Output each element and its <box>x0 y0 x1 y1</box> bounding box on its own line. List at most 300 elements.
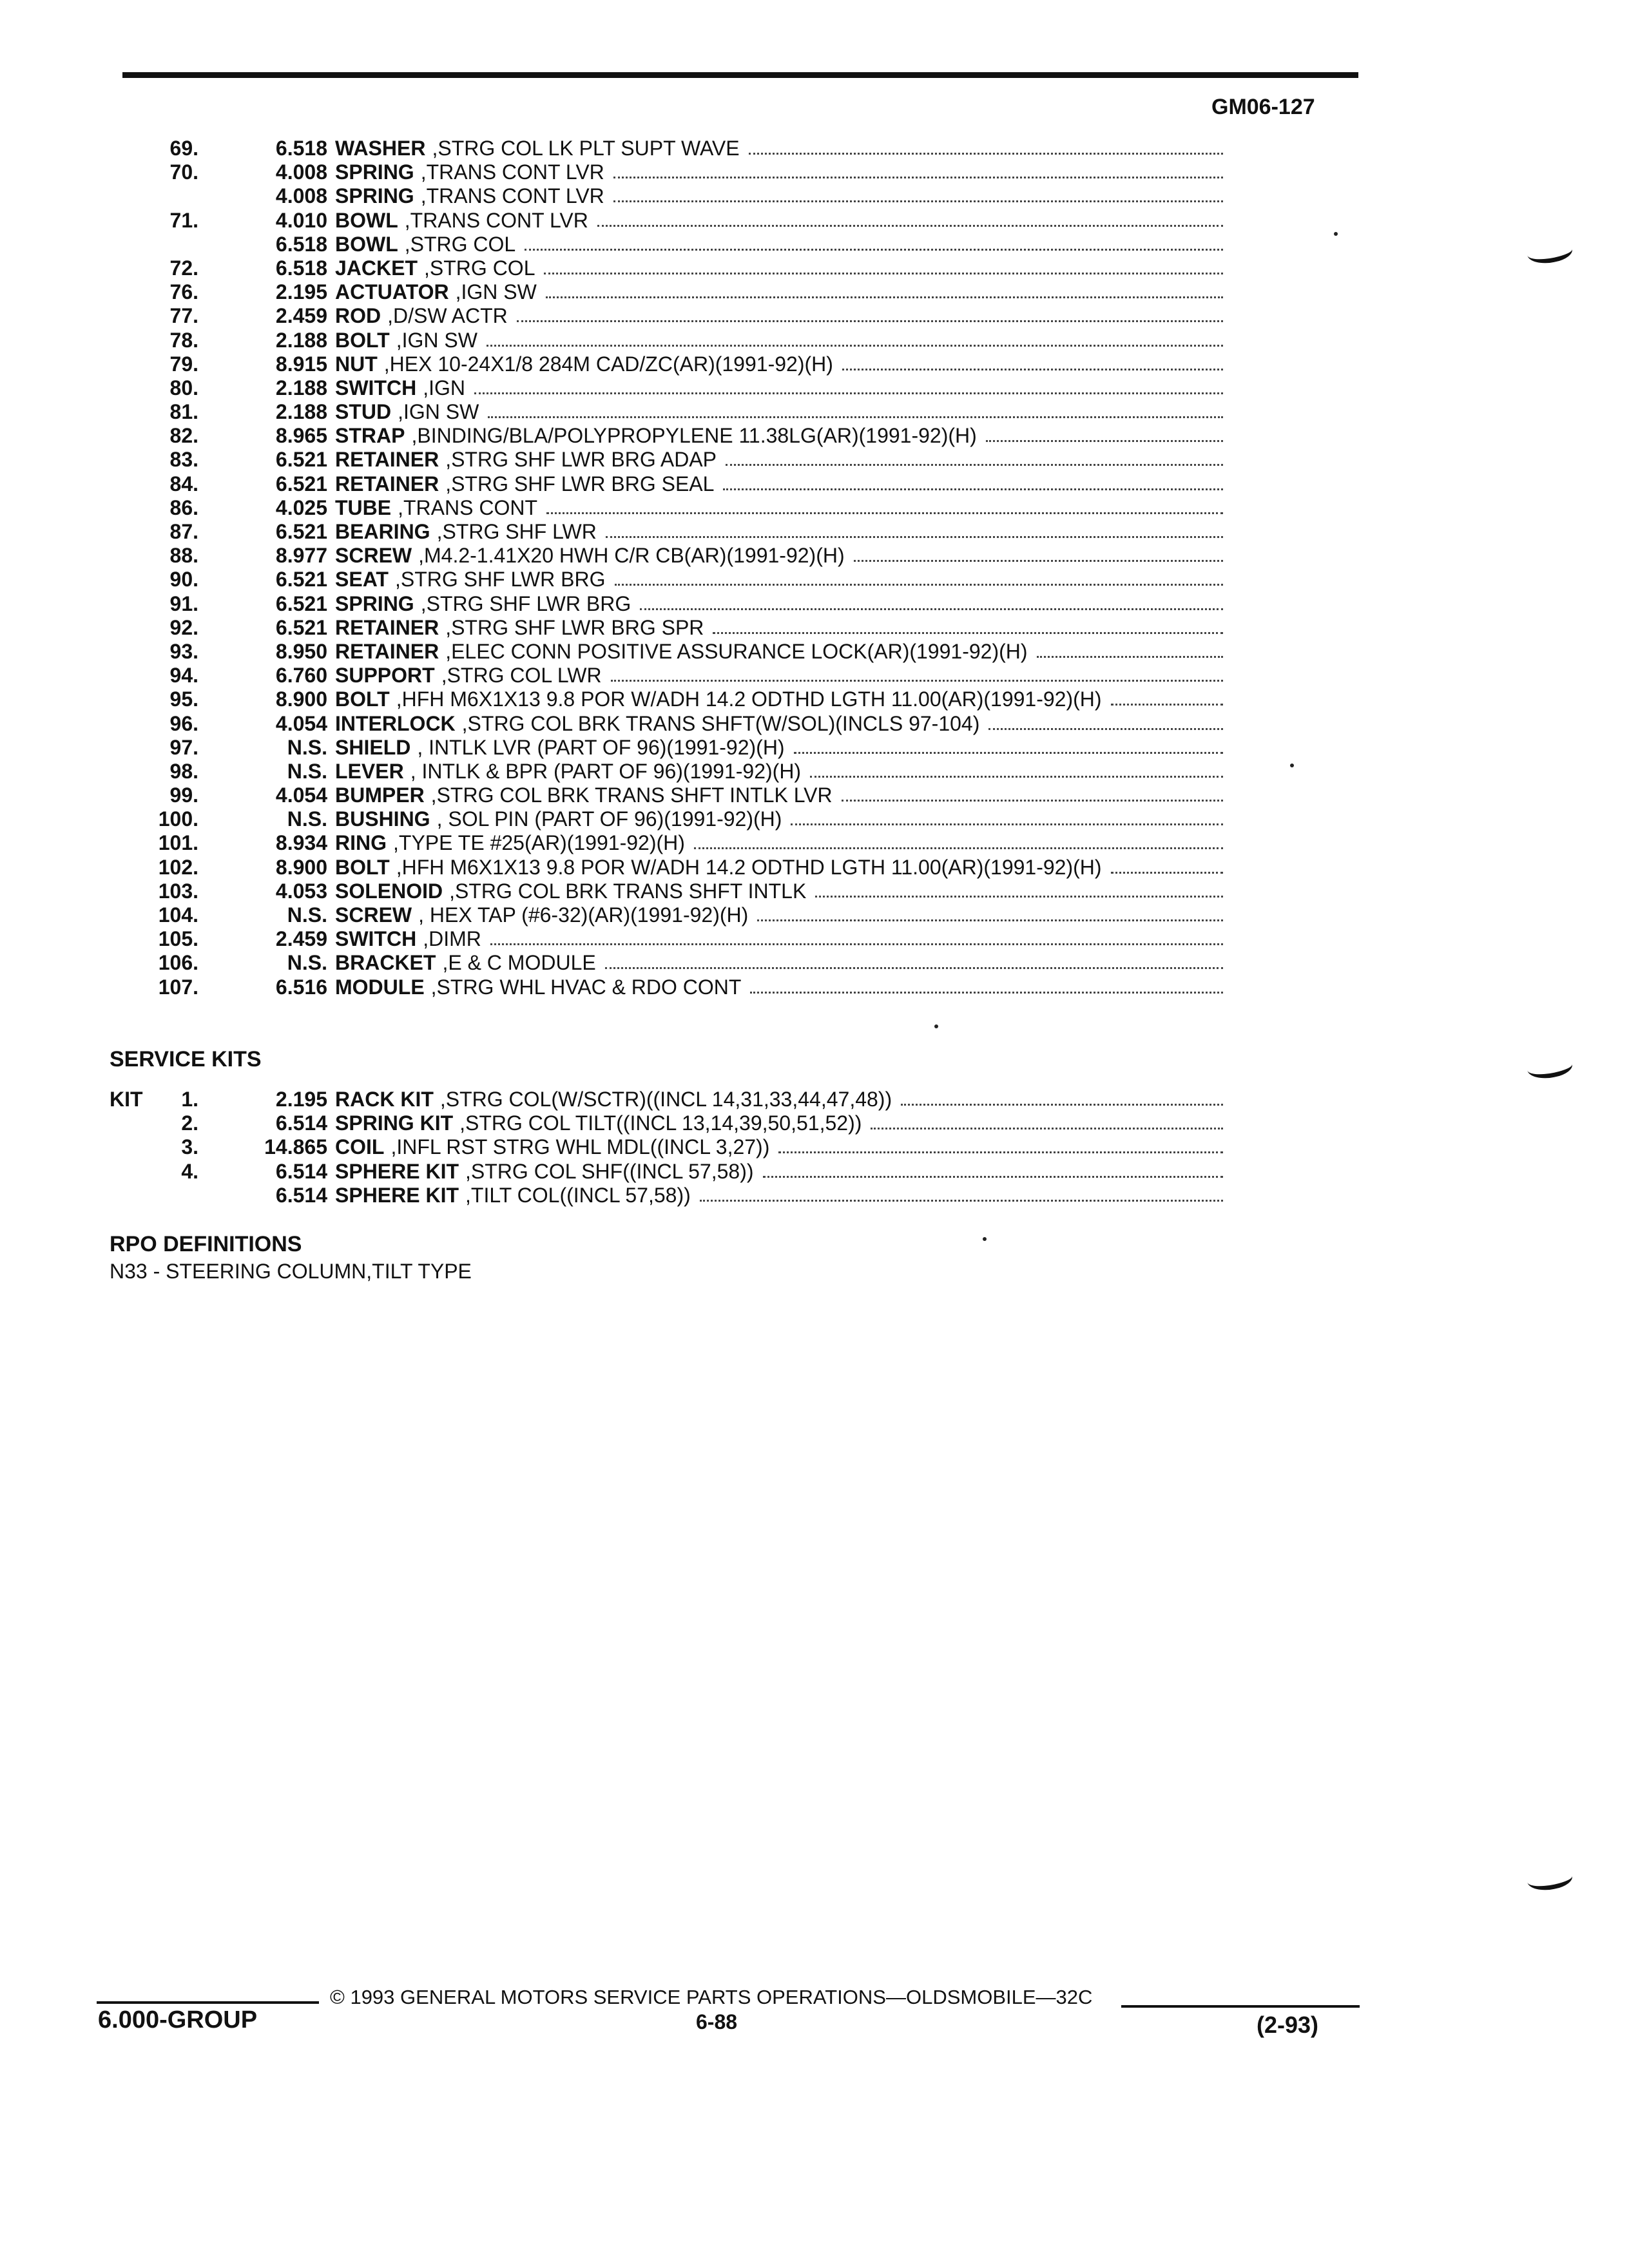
part-detail: ,IGN SW <box>398 400 479 424</box>
kit-row <box>0 1111 1629 1135</box>
part-description <box>335 879 1223 903</box>
part-row <box>0 903 1629 927</box>
part-detail: ,TYPE TE #25(AR)(1991-92)(H) <box>393 831 685 855</box>
dot-leader <box>778 1135 1223 1153</box>
part-row <box>0 496 1629 520</box>
part-name: SCREW <box>335 544 412 568</box>
parts-list <box>0 137 1629 999</box>
part-description <box>335 209 1223 233</box>
part-description <box>335 1111 1223 1135</box>
part-row <box>0 568 1629 591</box>
part-detail: ,IGN SW <box>396 328 477 352</box>
group-number: 6.514 <box>275 1183 327 1207</box>
part-row <box>0 280 1629 304</box>
group-number: 2.195 <box>275 280 327 304</box>
part-description <box>335 592 1223 616</box>
part-description <box>335 712 1223 736</box>
part-row <box>0 687 1629 711</box>
part-detail: ,STRG COL BRK TRANS SHFT(W/SOL)(INCLS 97-104) <box>461 711 980 735</box>
item-number: 102. <box>158 855 198 879</box>
dot-leader <box>750 975 1223 994</box>
part-row <box>0 927 1629 951</box>
item-number: 92. <box>169 615 198 639</box>
item-number: 78. <box>169 328 198 352</box>
part-row <box>0 783 1629 807</box>
item-number: 70. <box>169 160 198 184</box>
group-number: 4.008 <box>275 160 327 184</box>
part-description <box>335 352 1223 376</box>
part-name: RETAINER <box>335 639 439 663</box>
item-number: 81. <box>169 400 198 424</box>
part-row <box>0 592 1629 616</box>
dot-leader <box>810 760 1223 778</box>
dot-leader <box>544 256 1223 274</box>
part-detail: ,IGN <box>423 376 465 399</box>
part-row <box>0 520 1629 544</box>
part-detail: ,STRG COL BRK TRANS SHFT INTLK <box>449 879 807 903</box>
part-name: SWITCH <box>335 376 417 399</box>
part-description <box>335 856 1223 879</box>
part-detail: ,STRG SHF LWR <box>436 520 597 543</box>
kit-row <box>0 1135 1629 1159</box>
dot-leader <box>763 1160 1223 1178</box>
part-description <box>335 1135 1223 1159</box>
footer-rule-right <box>1121 2005 1360 2008</box>
item-number: 2. <box>181 1111 198 1135</box>
part-name: BOWL <box>335 208 398 232</box>
part-name: SUPPORT <box>335 664 435 687</box>
part-detail: ,TRANS CONT LVR <box>404 208 588 232</box>
group-number: 6.518 <box>275 256 327 280</box>
part-name: RING <box>335 831 387 855</box>
part-name: LEVER <box>335 759 404 783</box>
dot-leader <box>757 903 1223 921</box>
part-detail: ,STRG COL <box>424 256 535 280</box>
part-name: SPRING KIT <box>335 1111 454 1135</box>
part-name: SCREW <box>335 903 412 927</box>
group-number: 2.188 <box>275 400 327 424</box>
part-name: INTERLOCK <box>335 711 456 735</box>
part-detail: ,D/SW ACTR <box>387 304 508 328</box>
part-description <box>335 616 1223 640</box>
part-row <box>0 376 1629 400</box>
item-number: 80. <box>169 376 198 399</box>
group-number: 4.025 <box>275 495 327 519</box>
dot-leader <box>606 520 1223 538</box>
part-name: SEAT <box>335 568 389 591</box>
group-number: 6.516 <box>275 975 327 999</box>
part-detail: ,HEX 10-24X1/8 284M CAD/ZC(AR)(1991-92)(H) <box>383 352 833 376</box>
part-description <box>335 760 1223 783</box>
group-number: 2.188 <box>275 376 327 399</box>
part-description <box>335 304 1223 328</box>
item-number: 96. <box>169 711 198 735</box>
part-name: SPHERE KIT <box>335 1183 459 1207</box>
scan-speck <box>1290 764 1294 767</box>
part-name: SPHERE KIT <box>335 1159 459 1183</box>
part-detail: ,STRG COL TILT((INCL 13,14,39,50,51,52)) <box>459 1111 862 1135</box>
group-number: 2.459 <box>275 927 327 951</box>
part-description <box>335 184 1223 208</box>
part-description <box>335 137 1223 160</box>
part-row <box>0 424 1629 448</box>
group-number: 4.053 <box>275 879 327 903</box>
dot-leader <box>694 831 1223 849</box>
part-name: ROD <box>335 304 381 328</box>
dot-leader <box>605 951 1223 969</box>
item-number: 82. <box>169 424 198 448</box>
item-number: 90. <box>169 568 198 591</box>
part-description <box>335 448 1223 472</box>
item-number: 91. <box>169 591 198 615</box>
catalog-code: GM06-127 <box>1211 95 1315 119</box>
dot-leader <box>986 424 1223 442</box>
part-description <box>335 329 1223 352</box>
part-detail: ,INFL RST STRG WHL MDL((INCL 3,27)) <box>390 1135 770 1159</box>
part-row <box>0 879 1629 903</box>
item-number: 103. <box>158 879 198 903</box>
item-number: 76. <box>169 280 198 304</box>
part-description <box>335 520 1223 544</box>
part-row <box>0 400 1629 424</box>
dot-leader <box>794 736 1223 754</box>
group-number: 6.518 <box>275 137 327 160</box>
part-description <box>335 736 1223 760</box>
dot-leader <box>871 1111 1223 1129</box>
item-number: 88. <box>169 544 198 568</box>
group-number: N.S. <box>287 807 327 831</box>
part-description <box>335 687 1223 711</box>
item-number: 99. <box>169 783 198 807</box>
part-description <box>335 831 1223 855</box>
item-number: 77. <box>169 304 198 328</box>
part-detail: , HEX TAP (#6-32)(AR)(1991-92)(H) <box>418 903 749 927</box>
part-detail: ,STRG COL <box>404 232 516 256</box>
dot-leader <box>842 783 1223 802</box>
part-row <box>0 712 1629 736</box>
part-description <box>335 472 1223 496</box>
dot-leader <box>615 568 1224 586</box>
part-row <box>0 831 1629 855</box>
part-detail: ,HFH M6X1X13 9.8 POR W/ADH 14.2 ODTHD LGTH 11.00(AR)(1991-92)(H) <box>396 855 1102 879</box>
part-description <box>335 400 1223 424</box>
group-number: 6.514 <box>275 1159 327 1183</box>
group-number: N.S. <box>287 759 327 783</box>
part-description <box>335 496 1223 520</box>
group-number: 6.521 <box>275 472 327 495</box>
part-name: MODULE <box>335 975 425 999</box>
dot-leader <box>1111 856 1223 874</box>
item-number: 107. <box>158 975 198 999</box>
group-number: 8.900 <box>275 687 327 711</box>
dot-leader <box>1111 687 1223 706</box>
scan-speck <box>934 1024 938 1028</box>
dot-leader <box>842 352 1223 370</box>
group-number: 2.459 <box>275 304 327 328</box>
footer-date: (2-93) <box>1257 2012 1319 2038</box>
part-name: SWITCH <box>335 927 417 951</box>
part-detail: ,E & C MODULE <box>442 951 596 975</box>
part-name: STRAP <box>335 424 405 448</box>
group-number: 8.934 <box>275 831 327 855</box>
group-number: 4.054 <box>275 783 327 807</box>
part-description <box>335 1184 1223 1207</box>
part-name: BRACKET <box>335 951 436 975</box>
part-row <box>0 304 1629 328</box>
part-description <box>335 951 1223 975</box>
dot-leader <box>546 496 1223 514</box>
dot-leader <box>517 304 1223 322</box>
part-row <box>0 951 1629 975</box>
dot-leader <box>901 1088 1223 1106</box>
group-number: 8.977 <box>275 544 327 568</box>
part-detail: , INTLK & BPR (PART OF 96)(1991-92)(H) <box>410 759 802 783</box>
part-row <box>0 256 1629 280</box>
kit-row <box>0 1088 1629 1111</box>
group-number: 8.900 <box>275 855 327 879</box>
part-detail: ,DIMR <box>423 927 481 951</box>
part-detail: ,STRG SHF LWR BRG <box>420 591 631 615</box>
part-description <box>335 160 1223 184</box>
scan-speck <box>983 1237 987 1241</box>
item-number: 71. <box>169 208 198 232</box>
group-number: N.S. <box>287 903 327 927</box>
dot-leader <box>613 184 1223 202</box>
part-row <box>0 760 1629 783</box>
part-name: SOLENOID <box>335 879 443 903</box>
dot-leader <box>640 592 1223 610</box>
footer-copyright: © 1993 GENERAL MOTORS SERVICE PARTS OPERATIONS—OLDSMOBILE—32C <box>330 1986 1093 2008</box>
part-detail: ,TRANS CONT LVR <box>420 184 604 208</box>
scan-mark <box>1525 1052 1574 1082</box>
item-number: 86. <box>169 495 198 519</box>
part-detail: ,STRG COL BRK TRANS SHFT INTLK LVR <box>430 783 833 807</box>
part-description <box>335 1088 1223 1111</box>
part-name: RETAINER <box>335 448 439 472</box>
part-name: BUSHING <box>335 807 430 831</box>
part-detail: ,M4.2-1.41X20 HWH C/R CB(AR)(1991-92)(H) <box>418 544 845 568</box>
item-number: 104. <box>158 903 198 927</box>
group-number: 4.054 <box>275 711 327 735</box>
part-detail: ,STRG SHF LWR BRG SPR <box>445 615 704 639</box>
part-description <box>335 903 1223 927</box>
item-number: 84. <box>169 472 198 495</box>
dot-leader <box>611 664 1223 682</box>
item-number: 79. <box>169 352 198 376</box>
dot-leader <box>1037 640 1223 658</box>
part-detail: ,STRG SHF LWR BRG <box>394 568 606 591</box>
item-number: 83. <box>169 448 198 472</box>
part-row <box>0 640 1629 664</box>
part-description <box>335 256 1223 280</box>
part-detail: ,TILT COL((INCL 57,58)) <box>465 1183 691 1207</box>
part-name: RACK KIT <box>335 1088 434 1111</box>
part-description <box>335 544 1223 568</box>
item-number: 95. <box>169 687 198 711</box>
group-number: 8.915 <box>275 352 327 376</box>
part-row <box>0 160 1629 184</box>
group-number: 2.188 <box>275 328 327 352</box>
part-row <box>0 137 1629 160</box>
group-number: 6.521 <box>275 615 327 639</box>
group-number: 6.760 <box>275 664 327 687</box>
part-detail: ,STRG COL LK PLT SUPT WAVE <box>432 137 740 160</box>
part-detail: ,TRANS CONT LVR <box>420 160 604 184</box>
item-number: 93. <box>169 639 198 663</box>
scan-speck <box>1334 232 1338 236</box>
part-name: RETAINER <box>335 472 439 495</box>
group-number: N.S. <box>287 735 327 759</box>
dot-leader <box>749 137 1223 155</box>
part-description <box>335 640 1223 664</box>
part-description <box>335 376 1223 400</box>
item-number: 97. <box>169 735 198 759</box>
part-detail: ,STRG SHF LWR BRG ADAP <box>445 448 717 472</box>
part-row <box>0 975 1629 999</box>
dot-leader <box>723 472 1223 490</box>
part-name: BOWL <box>335 232 398 256</box>
item-number: 69. <box>169 137 198 160</box>
part-row <box>0 448 1629 472</box>
group-number: 6.514 <box>275 1111 327 1135</box>
part-name: SPRING <box>335 184 414 208</box>
part-name: NUT <box>335 352 378 376</box>
item-number: 105. <box>158 927 198 951</box>
part-detail: ,ELEC CONN POSITIVE ASSURANCE LOCK(AR)(1991-92)(H) <box>445 639 1028 663</box>
rpo-heading: RPO DEFINITIONS <box>110 1232 302 1256</box>
part-name: BEARING <box>335 520 430 543</box>
dot-leader <box>487 329 1223 347</box>
footer-group: 6.000-GROUP <box>98 2006 258 2033</box>
part-description <box>335 664 1223 687</box>
dot-leader <box>988 712 1223 730</box>
scan-mark <box>1525 1864 1574 1894</box>
part-name: SPRING <box>335 160 414 184</box>
part-description <box>335 927 1223 951</box>
part-detail: ,IGN SW <box>455 280 537 304</box>
part-description <box>335 1160 1223 1184</box>
part-name: BUMPER <box>335 783 425 807</box>
rpo-definition: N33 - STEERING COLUMN,TILT TYPE <box>110 1260 472 1283</box>
part-row <box>0 664 1629 687</box>
item-number: 87. <box>169 520 198 543</box>
part-detail: ,BINDING/BLA/POLYPROPYLENE 11.38LG(AR)(1991-92)(H) <box>411 424 977 448</box>
part-description <box>335 975 1223 999</box>
part-row <box>0 472 1629 496</box>
part-name: SPRING <box>335 591 414 615</box>
dot-leader <box>490 927 1223 945</box>
part-detail: ,STRG WHL HVAC & RDO CONT <box>430 975 742 999</box>
part-name: TUBE <box>335 495 392 519</box>
part-detail: ,HFH M6X1X13 9.8 POR W/ADH 14.2 ODTHD LGTH 11.00(AR)(1991-92)(H) <box>396 687 1102 711</box>
part-name: BOLT <box>335 855 390 879</box>
dot-leader <box>546 280 1223 298</box>
part-row <box>0 736 1629 760</box>
group-number: 6.518 <box>275 232 327 256</box>
part-description <box>335 280 1223 304</box>
part-name: WASHER <box>335 137 426 160</box>
part-detail: ,TRANS CONT <box>398 495 537 519</box>
dot-leader <box>474 376 1223 394</box>
item-number: 72. <box>169 256 198 280</box>
part-name: STUD <box>335 400 392 424</box>
group-number: 4.010 <box>275 208 327 232</box>
dot-leader <box>488 400 1223 418</box>
part-detail: ,STRG SHF LWR BRG SEAL <box>445 472 715 495</box>
group-number: 8.965 <box>275 424 327 448</box>
group-number: 6.521 <box>275 568 327 591</box>
part-row <box>0 616 1629 640</box>
item-number: 1. <box>181 1088 198 1111</box>
dot-leader <box>815 879 1223 898</box>
part-detail: ,STRG COL LWR <box>441 664 602 687</box>
group-number: 6.521 <box>275 448 327 472</box>
group-number: 6.521 <box>275 591 327 615</box>
part-description <box>335 807 1223 831</box>
part-row <box>0 856 1629 879</box>
dot-leader <box>713 616 1223 634</box>
part-row <box>0 233 1629 256</box>
group-number: 14.865 <box>264 1135 327 1159</box>
item-number: 100. <box>158 807 198 831</box>
part-detail: ,STRG COL SHF((INCL 57,58)) <box>465 1159 754 1183</box>
dot-leader <box>525 233 1223 251</box>
group-number: 6.521 <box>275 520 327 543</box>
dot-leader <box>726 448 1223 466</box>
part-row <box>0 184 1629 208</box>
item-number: 94. <box>169 664 198 687</box>
part-name: BOLT <box>335 328 390 352</box>
part-description <box>335 783 1223 807</box>
part-row <box>0 329 1629 352</box>
part-row <box>0 352 1629 376</box>
part-name: ACTUATOR <box>335 280 449 304</box>
footer-rule-left <box>97 2001 319 2004</box>
item-number: 98. <box>169 759 198 783</box>
part-description <box>335 424 1223 448</box>
kit-label: KIT <box>110 1088 143 1111</box>
part-name: BOLT <box>335 687 390 711</box>
dot-leader <box>597 209 1223 227</box>
group-number: 2.195 <box>275 1088 327 1111</box>
top-rule <box>122 72 1358 78</box>
item-number: 106. <box>158 951 198 975</box>
dot-leader <box>700 1184 1223 1202</box>
kit-row <box>0 1184 1629 1207</box>
part-name: COIL <box>335 1135 385 1159</box>
dot-leader <box>854 544 1223 562</box>
part-row <box>0 807 1629 831</box>
item-number: 101. <box>158 831 198 855</box>
item-number: 3. <box>181 1135 198 1159</box>
dot-leader <box>613 160 1223 178</box>
part-detail: ,STRG COL(W/SCTR)((INCL 14,31,33,44,47,48)) <box>439 1088 892 1111</box>
item-number: 4. <box>181 1159 198 1183</box>
part-name: JACKET <box>335 256 418 280</box>
part-name: SHIELD <box>335 735 411 759</box>
group-number: 8.950 <box>275 639 327 663</box>
part-row <box>0 544 1629 568</box>
group-number: 4.008 <box>275 184 327 208</box>
part-description <box>335 233 1223 256</box>
part-detail: , SOL PIN (PART OF 96)(1991-92)(H) <box>436 807 782 831</box>
part-name: RETAINER <box>335 615 439 639</box>
service-kits-heading: SERVICE KITS <box>110 1047 262 1072</box>
dot-leader <box>791 807 1223 825</box>
part-detail: , INTLK LVR (PART OF 96)(1991-92)(H) <box>417 735 785 759</box>
group-number: N.S. <box>287 951 327 975</box>
footer-page-number: 6-88 <box>696 2010 738 2033</box>
